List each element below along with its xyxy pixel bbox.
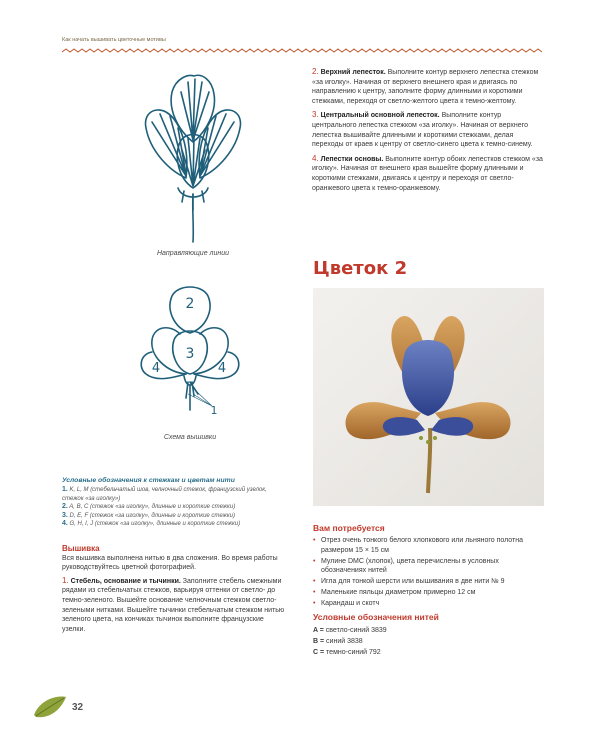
embroidery-scheme-diagram bbox=[130, 278, 250, 428]
materials-list bbox=[313, 536, 545, 608]
materials-heading: Вам потребуется bbox=[313, 523, 385, 533]
thread-row: B = синий 3838 bbox=[313, 638, 363, 646]
step-4-paragraph: 4. Лепестки основы. Выполните контур обоих лепестков стежком «за иголку». Начиная от внешнего края вышейте форму длинными и короткими стежками, двигаясь к центру и переходя от светло-оранжевого цвета к темно-оранжевому. bbox=[312, 153, 543, 192]
leaf-icon bbox=[32, 693, 68, 721]
guide-lines-caption: Направляющие линии bbox=[156, 250, 230, 257]
embroidery-intro: Вся вышивка выполнена нитью в два сложения. Во время работы руководствуйтесь цветной фотографией. bbox=[62, 554, 278, 572]
step-3-paragraph: 3. Центральный основной лепесток. Выполните контур центрального лепестка стежком «за иголку». Начиная от верхнего лепестка вышивайте длинными и короткими стежками, делая переходы от краев к центру от светло-синего цвета к темно-синему. bbox=[312, 110, 533, 149]
embroidered-flower-photo bbox=[313, 288, 544, 506]
legend-item: 2. A, B, C (стежок «за иголку», длинные и короткие стежки) bbox=[62, 503, 236, 511]
thread-row: A = светло-синий 3839 bbox=[313, 626, 387, 634]
list-item: • Карандаш и скотч bbox=[313, 599, 545, 608]
thread-row: C = темно-синий 792 bbox=[313, 649, 381, 657]
list-item: • Маленькие пяльцы диаметром примерно 12 см bbox=[313, 588, 545, 597]
running-header: Как начать вышивать цветочные мотивы bbox=[62, 37, 166, 43]
flower-2-title: Цветок 2 bbox=[313, 258, 408, 279]
stitch-legend bbox=[62, 477, 287, 528]
legend-item: 4. G, H, I, J (стежок «за иголку», длинные и короткие стежки) bbox=[62, 520, 241, 528]
embroidery-heading: Вышивка bbox=[62, 544, 100, 553]
materials-section bbox=[313, 524, 545, 660]
list-item: • Мулине DMC (хлопок), цвета перечислены в условных обозначениях нитей bbox=[313, 557, 545, 576]
legend-title: Условные обозначения к стежкам и цветам нити bbox=[62, 477, 235, 484]
guide-lines-diagram bbox=[138, 70, 248, 245]
scheme-label-4-right: 4 bbox=[217, 361, 227, 376]
scheme-label-2: 2 bbox=[185, 296, 195, 312]
threads-heading: Условные обозначения нитей bbox=[313, 612, 439, 623]
scheme-label-3: 3 bbox=[185, 346, 195, 362]
embroidery-section bbox=[62, 544, 287, 637]
list-item: • Игла для тонкой шерсти или вышивания в две нити № 9 bbox=[313, 577, 545, 586]
steps-column bbox=[312, 67, 544, 197]
scheme-label-4-left: 4 bbox=[151, 361, 161, 376]
step-2-paragraph: 2. Верхний лепесток. Выполните контур верхнего лепестка стежком «за иголку». Начиная от верхнего внешнего края и двигаясь по направлению к центру, заполните форму длинными и короткими стежками, переходя от светло-желтого цвета к темно-желтому. bbox=[312, 67, 539, 105]
legend-item: 1. K, L, M (стебельчатый шов, челночный стежок, французский узелок, стежок «за иголку») bbox=[62, 486, 267, 502]
legend-item: 3. D, E, F (стежок «за иголку», длинные и короткие стежки) bbox=[62, 511, 235, 519]
page-number: 32 bbox=[72, 702, 84, 713]
scheme-caption: Схема вышивки bbox=[163, 434, 217, 441]
decorative-zigzag-rule bbox=[62, 48, 542, 54]
scheme-label-1: 1 bbox=[210, 404, 218, 417]
list-item: • Отрез очень тонкого белого хлопкового или льняного полотна размером 15 × 15 см bbox=[313, 536, 545, 555]
step-1-paragraph: 1. Стебель, основание и тычинки. Заполните стебель смежными рядами из стебельчатых стежков, варьируя оттенки от светло- до темно-зеленого. Вышейте основание челночным стежком светло-зелеными нитками. Вышейте тычинки стебельчатым стежком нитью зеленого цвета, на кончиках тычинок выполните французские узелки. bbox=[62, 575, 285, 633]
